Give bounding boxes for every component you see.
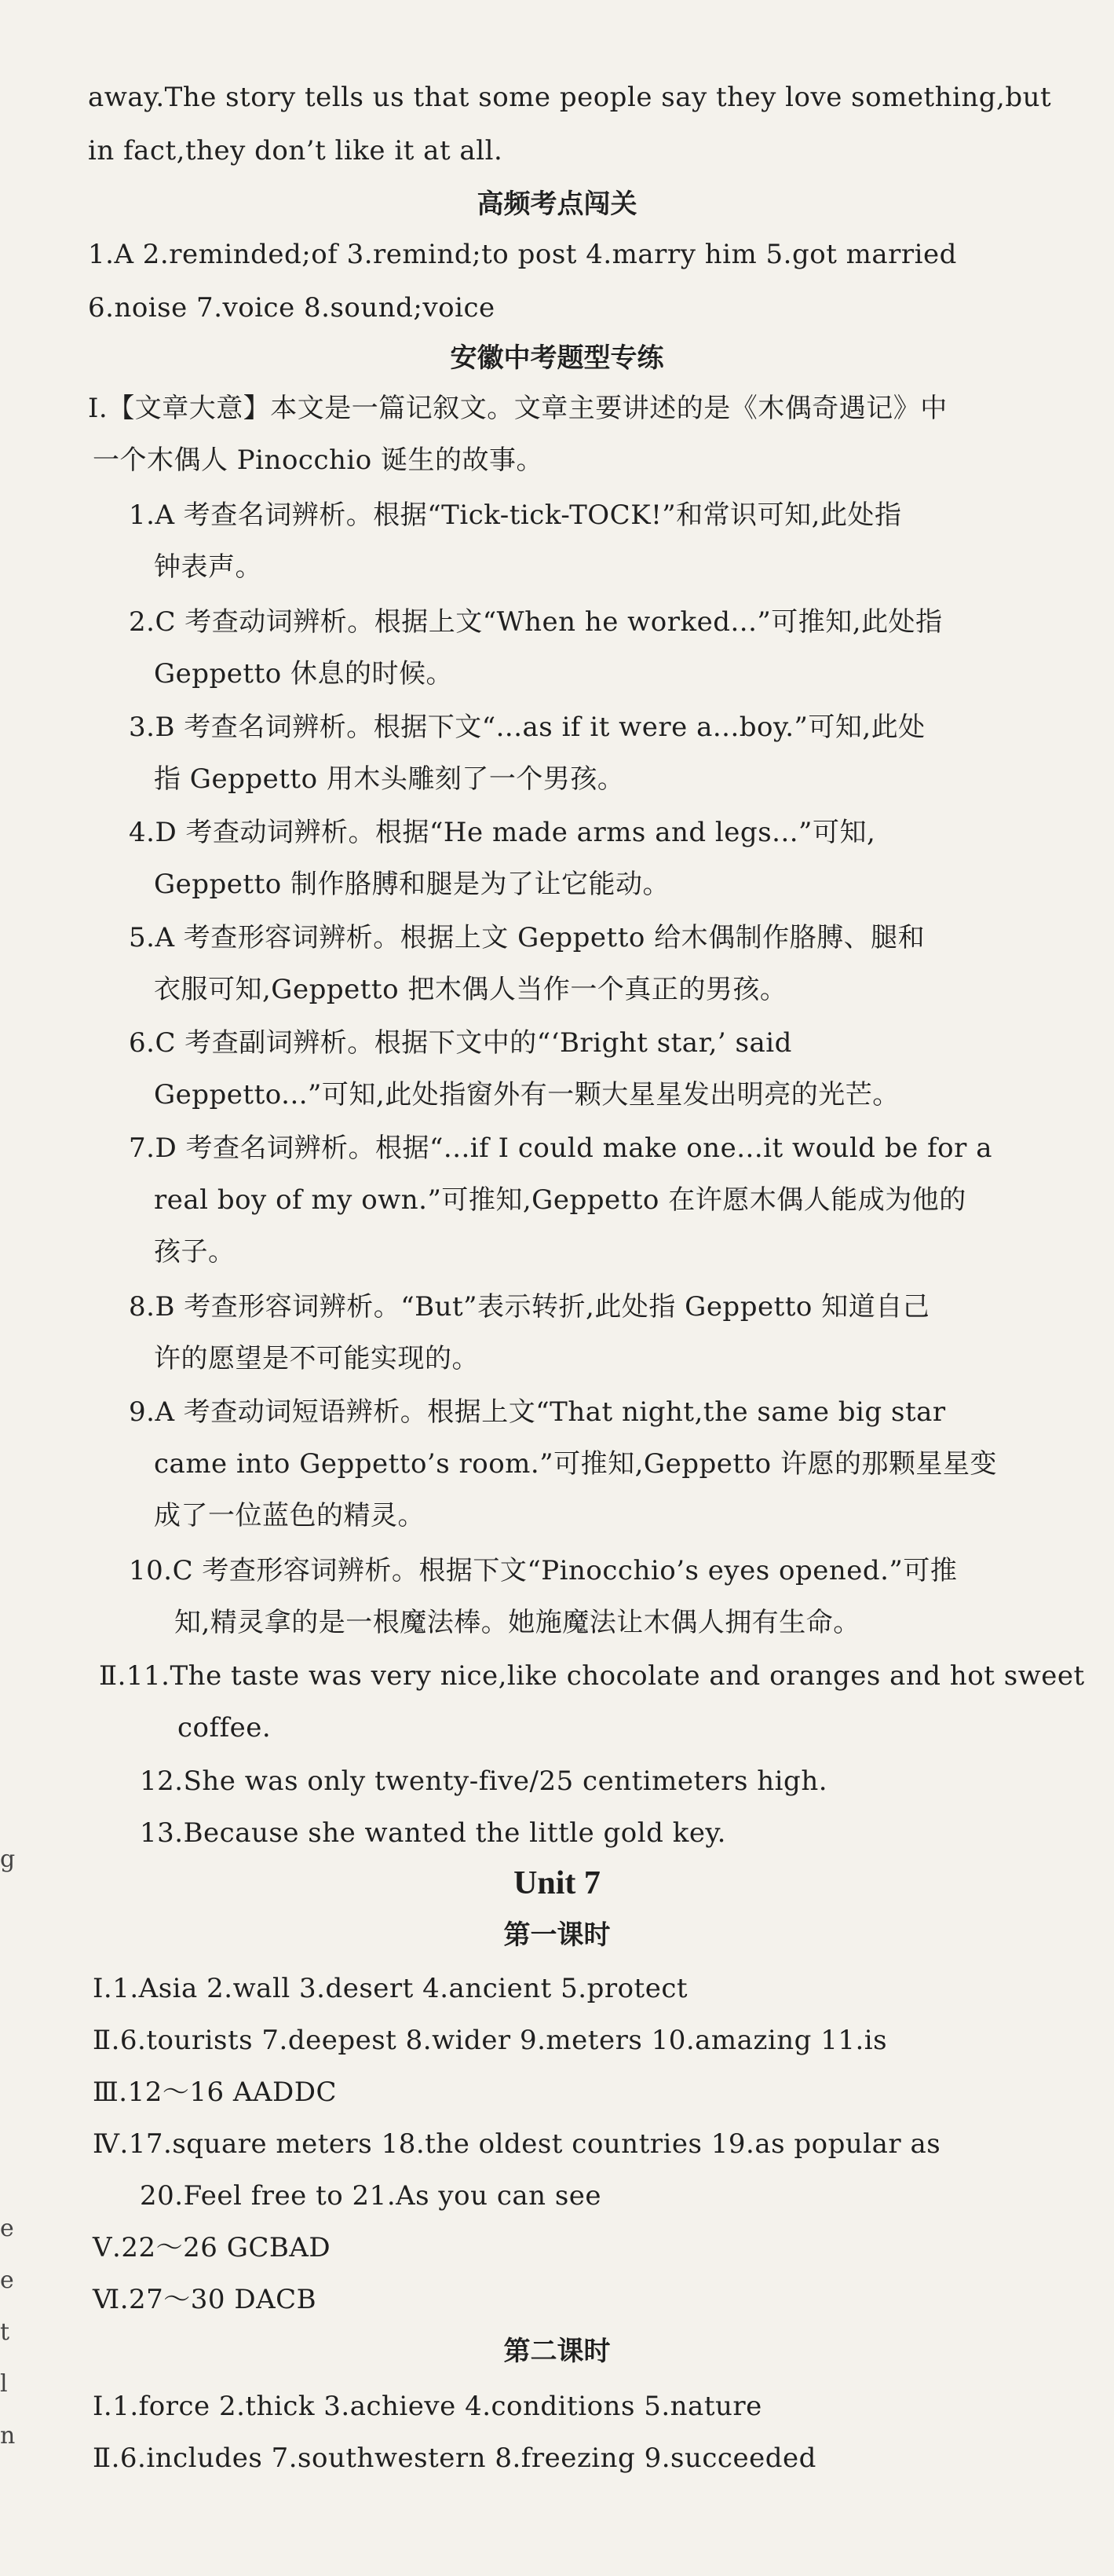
explanation-7-line-2: real boy of my own.”可推知,Geppetto 在许愿木偶人能成为他的 <box>154 1184 966 1216</box>
explanation-10-line-2: 知,精灵拿的是一根魔法棒。她施魔法让木偶人拥有生命。 <box>174 1607 860 1638</box>
explanation-2-line-2: Geppetto 休息的时候。 <box>154 658 454 690</box>
lesson-2-title: 第二课时 <box>503 2336 611 2367</box>
lesson-1-row-7: Ⅵ.27～30 DACB <box>93 2284 317 2315</box>
part2-line-11: Ⅱ.11.The taste was very nice,like chocolate and oranges and hot sweet <box>99 1660 1085 1692</box>
explanation-7-line-3: 孩子。 <box>154 1236 236 1268</box>
explanation-3-line-2: 指 Geppetto 用木头雕刻了一个男孩。 <box>154 763 625 795</box>
explanation-4-line-1: 4.D 考查动词辨析。根据“He made arms and legs...”可知, <box>129 817 876 848</box>
gaopin-row-2: 6.noise 7.voice 8.sound;voice <box>88 292 495 324</box>
section-title-gaopin: 高频考点闯关 <box>477 188 637 220</box>
explanation-9-line-3: 成了一位蓝色的精灵。 <box>154 1500 425 1531</box>
explanation-5-line-2: 衣服可知,Geppetto 把木偶人当作一个真正的男孩。 <box>154 974 787 1005</box>
margin-fragment: l <box>0 2370 8 2398</box>
gaopin-row-1: 1.A 2.reminded;of 3.remind;to post 4.marry him 5.got married <box>88 239 957 270</box>
explanation-9-line-1: 9.A 考查动词短语辨析。根据上文“That night,the same big star <box>129 1396 946 1428</box>
lesson-1-row-2: Ⅱ.6.tourists 7.deepest 8.wider 9.meters 10.amazing 11.is <box>93 2025 888 2056</box>
margin-fragment: g <box>0 1846 16 1873</box>
intro-line-2: in fact,they don’t like it at all. <box>88 135 503 166</box>
explanation-7-line-1: 7.D 考查名词辨析。根据“...if I could make one...it would be for a <box>129 1132 992 1164</box>
margin-fragment: e <box>0 2267 14 2294</box>
margin-fragment: e <box>0 2215 14 2242</box>
margin-fragment: n <box>0 2422 16 2450</box>
part2-line-12: 12.She was only twenty-five/25 centimeters high. <box>140 1766 828 1797</box>
lesson-2-row-1: Ⅰ.1.force 2.thick 3.achieve 4.conditions 5.nature <box>93 2391 762 2422</box>
explanation-6-line-2: Geppetto...”可知,此处指窗外有一颗大星星发出明亮的光芒。 <box>154 1079 900 1111</box>
explanation-8-line-2: 许的愿望是不可能实现的。 <box>154 1343 479 1374</box>
explanation-1-line-1: 1.A 考查名词辨析。根据“Tick-tick-TOCK!”和常识可知,此处指 <box>129 499 902 531</box>
explanation-8-line-1: 8.B 考查形容词辨析。“But”表示转折,此处指 Geppetto 知道自己 <box>129 1291 930 1323</box>
part2-line-13: 13.Because she wanted the little gold key. <box>140 1817 726 1849</box>
explanation-9-line-2: came into Geppetto’s room.”可推知,Geppetto 许愿的那颗星星变 <box>154 1448 997 1480</box>
lesson-1-row-4: Ⅳ.17.square meters 18.the oldest countries 19.as popular as <box>93 2128 941 2160</box>
explanation-1-line-2: 钟表声。 <box>154 551 262 583</box>
explanation-5-line-1: 5.A 考查形容词辨析。根据上文 Geppetto 给木偶制作胳膊、腿和 <box>129 922 926 953</box>
lesson-1-title: 第一课时 <box>503 1919 611 1951</box>
anhui-summary-2: 一个木偶人 Pinocchio 诞生的故事。 <box>93 445 544 476</box>
anhui-summary-1: Ⅰ.【文章大意】本文是一篇记叙文。文章主要讲述的是《木偶奇遇记》中 <box>88 393 948 424</box>
intro-line-1: away.The story tells us that some people say they love something,but <box>88 82 1052 113</box>
lesson-1-row-6: Ⅴ.22～26 GCBAD <box>93 2232 331 2263</box>
explanation-10-line-1: 10.C 考查形容词辨析。根据下文“Pinocchio’s eyes opened.”可推 <box>129 1555 958 1586</box>
lesson-2-row-2: Ⅱ.6.includes 7.southwestern 8.freezing 9.succeeded <box>93 2442 816 2474</box>
section-title-anhui: 安徽中考题型专练 <box>450 342 664 374</box>
part2-line-11-cont: coffee. <box>177 1712 272 1744</box>
margin-fragment: t <box>0 2318 10 2346</box>
explanation-2-line-1: 2.C 考查动词辨析。根据上文“When he worked...”可推知,此处指 <box>129 606 943 638</box>
lesson-1-row-1: Ⅰ.1.Asia 2.wall 3.desert 4.ancient 5.protect <box>93 1973 688 2004</box>
lesson-1-row-3: Ⅲ.12～16 AADDC <box>93 2077 338 2108</box>
explanation-4-line-2: Geppetto 制作胳膊和腿是为了让它能动。 <box>154 869 670 900</box>
lesson-1-row-5: 20.Feel free to 21.As you can see <box>140 2180 602 2212</box>
explanation-3-line-1: 3.B 考查名词辨析。根据下文“...as if it were a...boy.”可知,此处 <box>129 712 926 743</box>
explanation-6-line-1: 6.C 考查副词辨析。根据下文中的“‘Bright star,’ said <box>129 1027 792 1059</box>
unit-title: Unit 7 <box>513 1865 601 1901</box>
